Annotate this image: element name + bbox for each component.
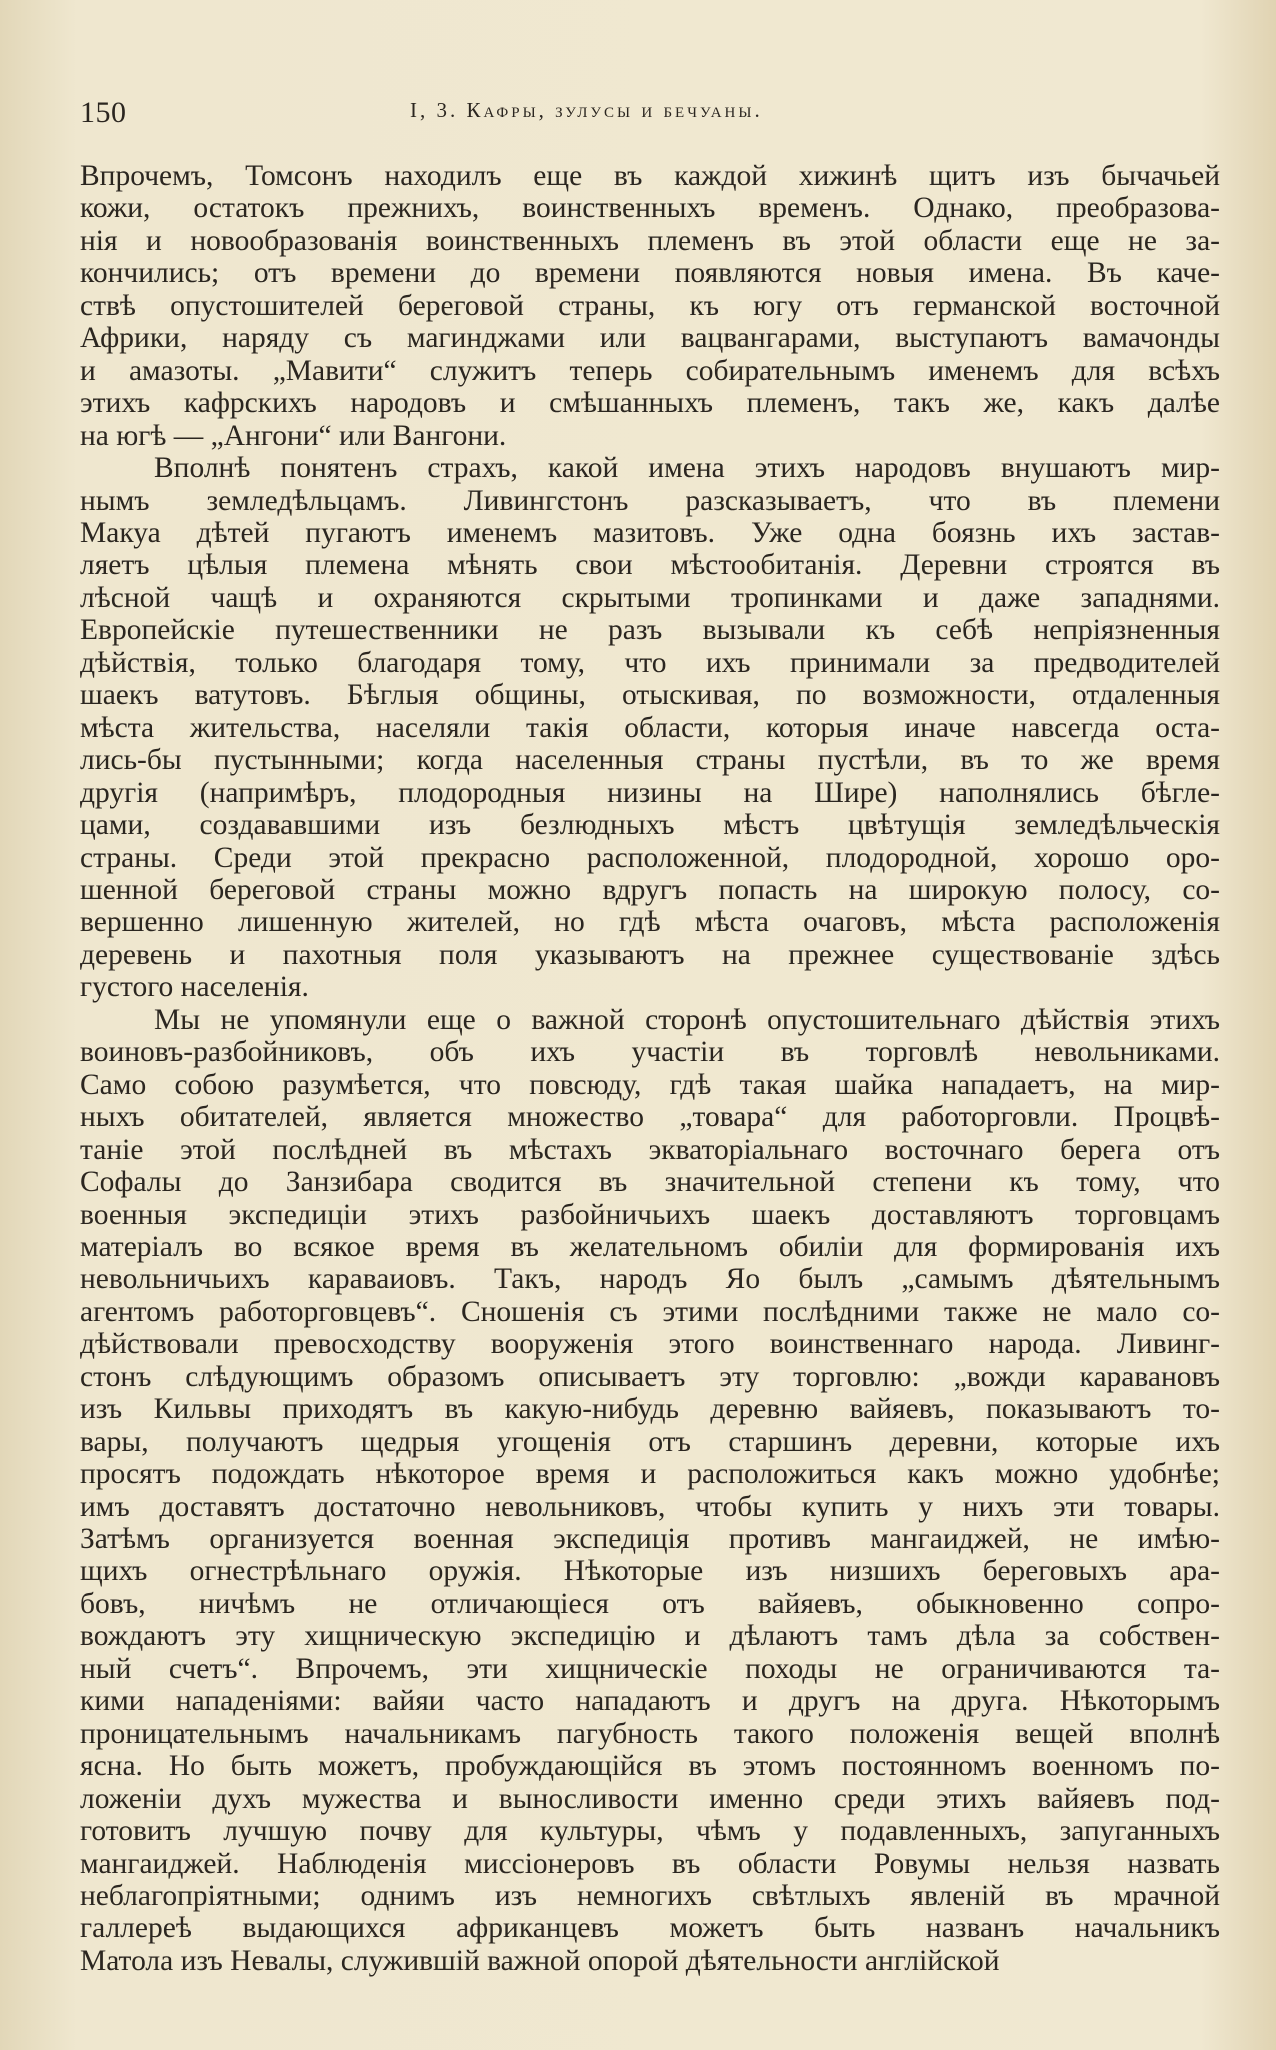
text-line: щихъ огнестрѣльнаго оружія. Нѣкоторые изъ низшихъ береговыхъ ара-: [80, 1555, 1220, 1588]
text-line: воиновъ-разбойниковъ, объ ихъ участіи въ торговлѣ невольниками.: [80, 1036, 1220, 1069]
text-line: другія (напримѣръ, плодородныя низины на Шире) наполнялись бѣгле-: [80, 776, 1220, 809]
text-line: нымъ земледѣльцамъ. Ливингстонъ разсказываетъ, что въ племени: [80, 484, 1220, 517]
text-line: бовъ, ничѣмъ не отличающіеся отъ вайяевъ, обыкновенно сопро-: [80, 1587, 1220, 1620]
text-line: Матола изъ Невалы, служившій важной опорой дѣятельности англійской: [80, 1944, 1000, 1977]
text-line: просятъ подождать нѣкоторое время и расположиться какъ можно удобнѣе;: [80, 1458, 1220, 1491]
text-line: ныхъ обитателей, является множество „товара“ для работорговли. Процвѣ-: [80, 1101, 1220, 1134]
text-line: страны. Среди этой прекрасно расположенной, плодородной, хорошо оро-: [80, 841, 1220, 874]
page-number: 150: [80, 96, 127, 129]
text-line: лѣсной чащѣ и охраняются скрытыми тропинками и даже западнями.: [80, 581, 1220, 614]
text-line: нія и новообразованія воинственныхъ племенъ въ этой области еще не за-: [80, 224, 1220, 257]
text-line: Мы не упомянули еще о важной сторонѣ опустошительнаго дѣйствія этихъ: [154, 1003, 1220, 1036]
text-line: Впрочемъ, Томсонъ находилъ еще въ каждой хижинѣ щитъ изъ бычачьей: [80, 160, 1220, 192]
text-line: неблагопріятными; однимъ изъ немногихъ свѣтлыхъ явленій въ мрачной: [80, 1880, 1220, 1913]
text-line: ложеніи духъ мужества и выносливости именно среди этихъ вайяевъ под-: [80, 1782, 1220, 1815]
text-line: Затѣмъ организуется военная экспедиція противъ мангаиджей, не имѣю-: [80, 1523, 1220, 1556]
text-line: шаекъ ватутовъ. Бѣглыя общины, отыскивая, по возможности, отдаленныя: [80, 679, 1220, 712]
text-line: Вполнѣ понятенъ страхъ, какой имена этихъ народовъ внушаютъ мир-: [154, 452, 1220, 485]
text-line: дѣйствовали превосходству вооруженія этого воинственнаго народа. Ливинг-: [80, 1328, 1220, 1361]
text-line: агентомъ работорговцевъ“. Сношенія съ этими послѣдними также не мало со-: [80, 1295, 1220, 1328]
text-line: Макуа дѣтей пугаютъ именемъ мазитовъ. Уже одна боязнь ихъ застав-: [80, 516, 1220, 549]
text-line: цами, создававшими изъ безлюдныхъ мѣстъ цвѣтущія земледѣльческія: [80, 809, 1220, 842]
text-line: галлереѣ выдающихся африканцевъ можетъ быть названъ начальникъ: [80, 1912, 1220, 1945]
text-line: Европейскіе путешественники не разъ вызывали къ себѣ непріязненныя: [80, 614, 1220, 647]
text-line: густого населенія.: [80, 971, 309, 1004]
text-line: ясна. Но быть можетъ, пробуждающійся въ этомъ постоянномъ военномъ по-: [80, 1750, 1220, 1783]
body-text: [80, 160, 1220, 1977]
text-line: этихъ кафрскихъ народовъ и смѣшанныхъ племенъ, такъ же, какъ далѣе: [80, 387, 1220, 420]
running-head: I, 3. Кафры, зулусы и бечуаны.: [410, 98, 763, 122]
text-line: кожи, остатокъ прежнихъ, воинственныхъ временъ. Однако, преобразова-: [80, 192, 1220, 225]
text-line: и амазоты. „Мавити“ служитъ теперь собирательнымъ именемъ для всѣхъ: [80, 354, 1220, 387]
text-line: Само собою разумѣется, что повсюду, гдѣ такая шайка нападаетъ, на мир-: [80, 1068, 1220, 1101]
paragraph: [80, 160, 1220, 452]
text-line: деревень и пахотныя поля указываютъ на прежнее существованіе здѣсь: [80, 938, 1220, 971]
text-line: стонъ слѣдующимъ образомъ описываетъ эту торговлю: „вожди каравановъ: [80, 1360, 1220, 1393]
text-line: военныя экспедиціи этихъ разбойничьихъ шаекъ доставляютъ торговцамъ: [80, 1198, 1220, 1231]
text-line: Африки, наряду съ магинджами или вацвангарами, выступаютъ вамачонды: [80, 322, 1220, 355]
text-line: ный счетъ“. Впрочемъ, эти хищническіе походы не ограничиваются та-: [80, 1652, 1220, 1685]
text-line: ляетъ цѣлыя племена мѣнять свои мѣстообитанія. Деревни строятся въ: [80, 549, 1220, 582]
text-line: матеріалъ во всякое время въ желательномъ обиліи для формированія ихъ: [80, 1230, 1220, 1263]
text-line: ствѣ опустошителей береговой страны, къ югу отъ германской восточной: [80, 289, 1220, 322]
text-line: кончились; отъ времени до времени появляются новыя имена. Въ каче-: [80, 257, 1220, 290]
text-line: проницательнымъ начальникамъ пагубность такого положенія вещей вполнѣ: [80, 1717, 1220, 1750]
text-line: Софалы до Занзибара сводится въ значительной степени къ тому, что: [80, 1166, 1220, 1199]
text-line: кими нападеніями: вайяи часто нападаютъ и другъ на друга. Нѣкоторымъ: [80, 1685, 1220, 1718]
text-line: на югѣ — „Ангони“ или Вангони.: [80, 419, 507, 452]
text-line: мѣста жительства, населяли такія области, которыя иначе навсегда оста-: [80, 711, 1220, 744]
text-line: дѣйствія, только благодаря тому, что ихъ принимали за предводителей: [80, 646, 1220, 679]
text-line: вары, получаютъ щедрыя угощенія отъ старшинъ деревни, которые ихъ: [80, 1425, 1220, 1458]
text-line: вершенно лишенную жителей, но гдѣ мѣста очаговъ, мѣста расположенія: [80, 906, 1220, 939]
text-line: таніе этой послѣдней въ мѣстахъ экваторіальнаго восточнаго берега отъ: [80, 1133, 1220, 1166]
page-header: [80, 96, 1220, 136]
text-line: шенной береговой страны можно вдругъ попасть на широкую полосу, со-: [80, 873, 1220, 906]
text-line: изъ Кильвы приходятъ въ какую-нибудь деревню вайяевъ, показываютъ то-: [80, 1393, 1220, 1426]
text-line: мангаиджей. Наблюденія миссіонеровъ въ области Ровумы нельзя назвать: [80, 1847, 1220, 1880]
text-line: имъ доставятъ достаточно невольниковъ, чтобы купить у нихъ эти товары.: [80, 1490, 1220, 1523]
text-line: вождаютъ эту хищническую экспедицію и дѣлаютъ тамъ дѣла за собствен-: [80, 1620, 1220, 1653]
paragraph: [80, 1004, 1220, 1978]
paragraph: [80, 452, 1220, 1004]
text-line: готовитъ лучшую почву для культуры, чѣмъ у подавленныхъ, запуганныхъ: [80, 1815, 1220, 1848]
text-line: лись-бы пустынными; когда населенныя страны пустѣли, въ то же время: [80, 744, 1220, 777]
text-line: невольничьихъ караваиовъ. Такъ, народъ Яо былъ „самымъ дѣятельнымъ: [80, 1263, 1220, 1296]
